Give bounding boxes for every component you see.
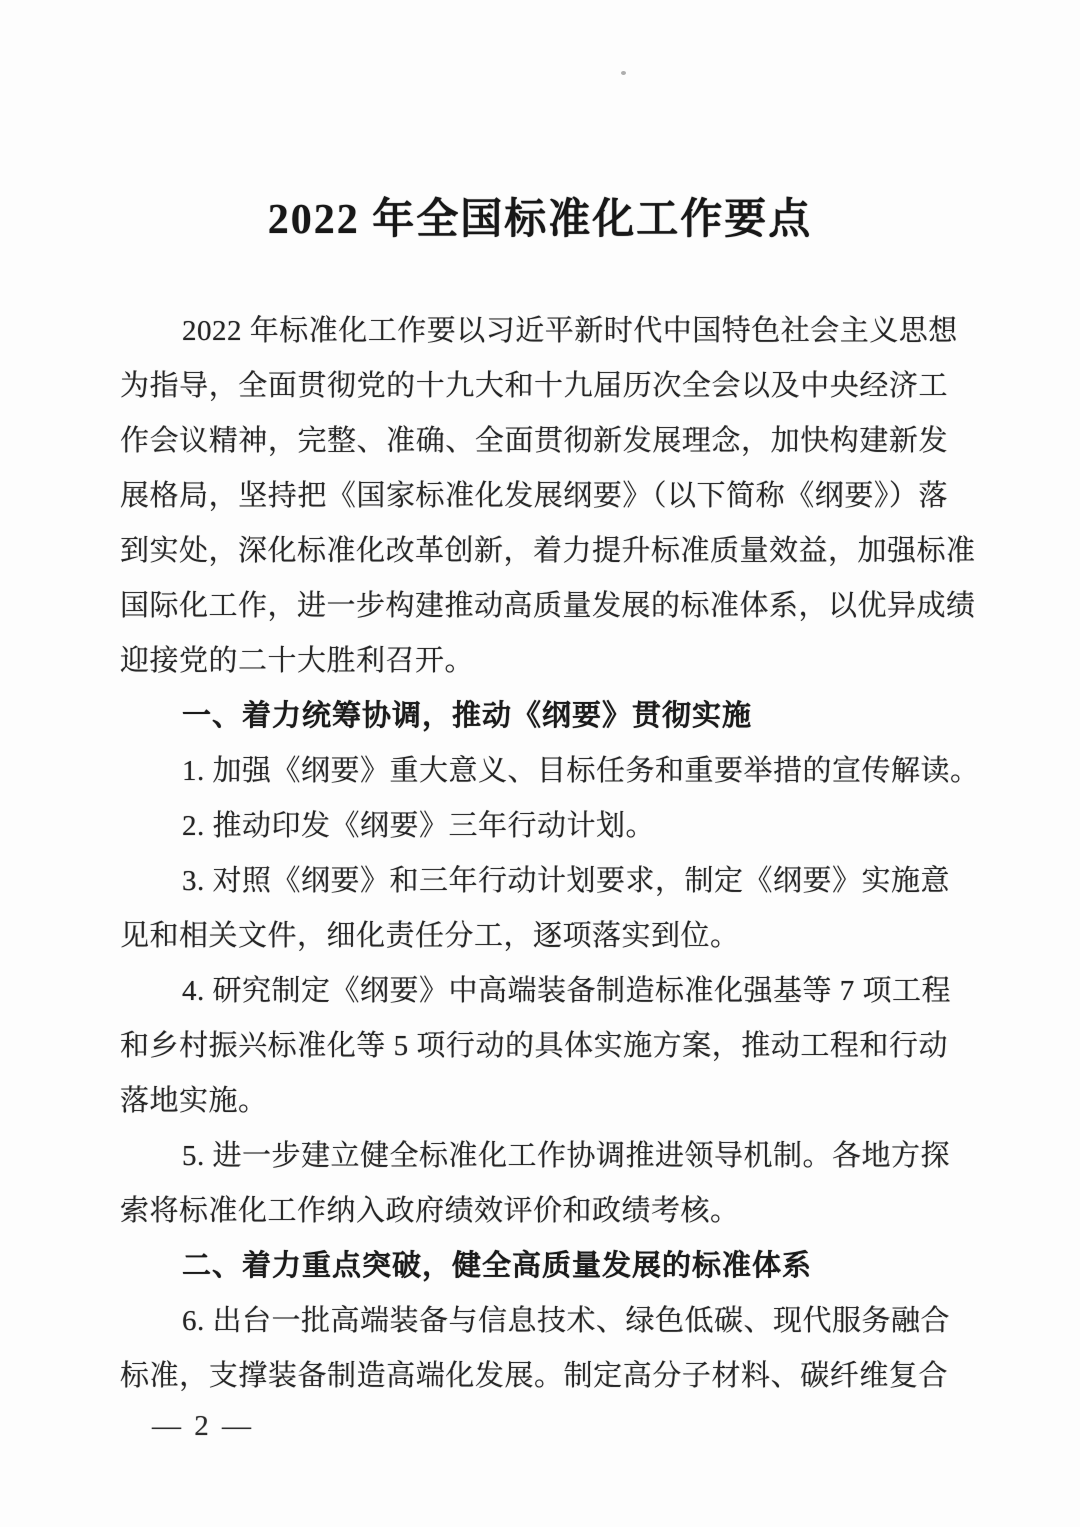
intro-paragraph-line: 2022 年标准化工作要以习近平新时代中国特色社会主义思想 xyxy=(182,315,958,347)
item-4-line: 和乡村振兴标准化等 5 项行动的具体实施方案，推动工程和行动 xyxy=(120,1030,948,1062)
item-6-line: 标准，支撑装备制造高端化发展。制定高分子材料、碳纤维复合 xyxy=(120,1360,948,1392)
intro-paragraph-line: 到实处，深化标准化改革创新，着力提升标准质量效益，加强标准 xyxy=(120,535,976,567)
document-body xyxy=(0,304,1080,1404)
item-5-line: 索将标准化工作纳入政府绩效评价和政绩考核。 xyxy=(120,1195,740,1227)
intro-paragraph-line: 展格局，坚持把《国家标准化发展纲要》（以下简称《纲要》）落 xyxy=(120,480,948,512)
page-number: — 2 — xyxy=(152,1410,254,1442)
intro-paragraph-line: 作会议精神，完整、准确、全面贯彻新发展理念，加快构建新发 xyxy=(120,425,948,457)
item-2-line: 2. 推动印发《纲要》三年行动计划。 xyxy=(182,810,656,842)
intro-paragraph-line: 国际化工作，进一步构建推动高质量发展的标准体系，以优异成绩 xyxy=(120,590,976,622)
document-title: 2022 年全国标准化工作要点 xyxy=(267,197,813,243)
section-2-heading: 二、着力重点突破，健全高质量发展的标准体系 xyxy=(182,1250,813,1282)
item-1-line: 1. 加强《纲要》重大意义、目标任务和重要举措的宣传解读。 xyxy=(182,755,980,787)
intro-paragraph-line: 迎接党的二十大胜利召开。 xyxy=(120,645,475,677)
item-5-line: 5. 进一步建立健全标准化工作协调推进领导机制。各地方探 xyxy=(182,1140,951,1172)
item-3-line: 3. 对照《纲要》和三年行动计划要求，制定《纲要》实施意 xyxy=(182,865,951,897)
item-3-line: 见和相关文件，细化责任分工，逐项落实到位。 xyxy=(120,920,740,952)
item-4-line: 4. 研究制定《纲要》中高端装备制造标准化强基等 7 项工程 xyxy=(182,975,952,1007)
scan-speck xyxy=(621,71,626,75)
item-4-line: 落地实施。 xyxy=(120,1085,268,1117)
item-6-line: 6. 出台一批高端装备与信息技术、绿色低碳、现代服务融合 xyxy=(182,1305,951,1337)
section-1-heading: 一、着力统筹协调，推动《纲要》贯彻实施 xyxy=(182,700,753,732)
intro-paragraph-line: 为指导，全面贯彻党的十九大和十九届历次全会以及中央经济工 xyxy=(120,370,948,402)
